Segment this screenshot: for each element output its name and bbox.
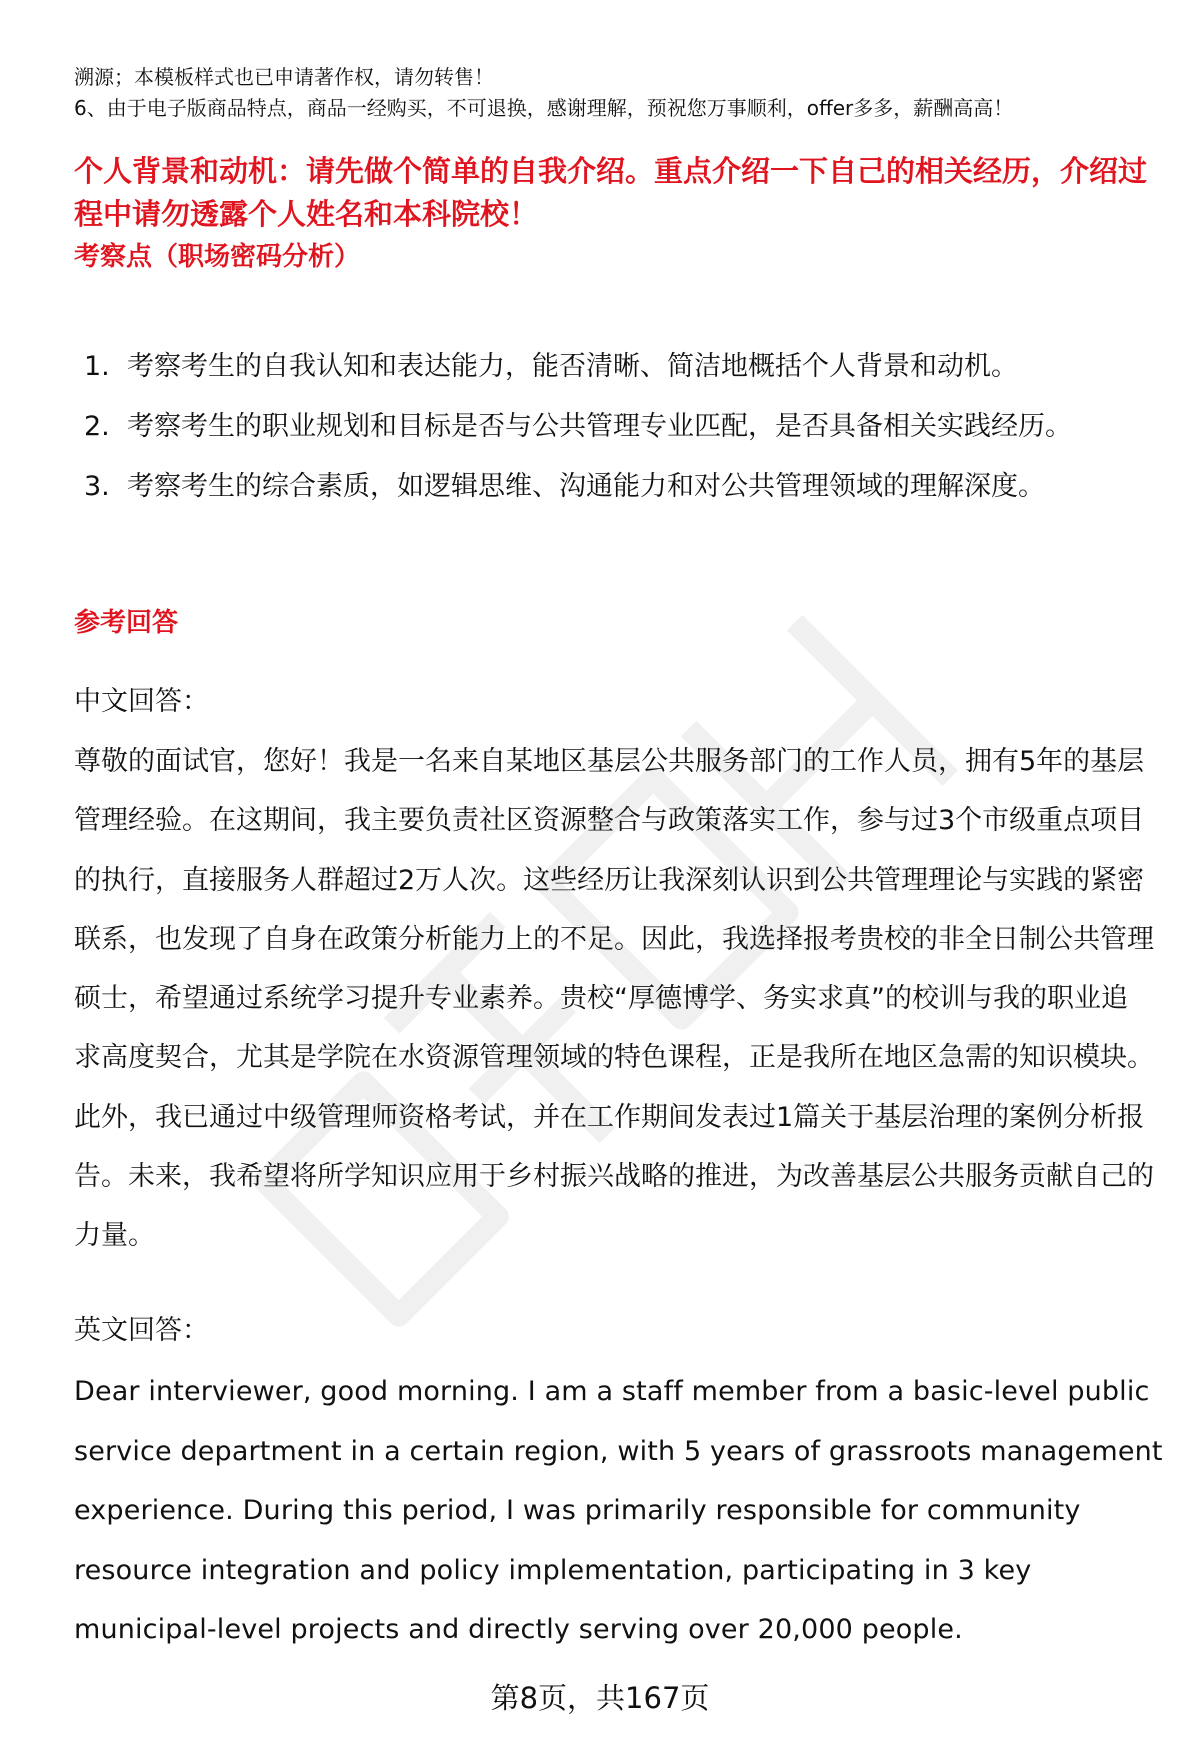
english-answer-label: 英文回答： bbox=[74, 1315, 209, 1346]
list-item bbox=[74, 397, 1154, 457]
list-item bbox=[74, 337, 1154, 397]
list-number: 3. bbox=[84, 471, 110, 502]
chinese-answer-text: 尊敬的面试官，您好！我是一名来自某地区基层公共服务部门的工作人员，拥有5年的基层管理经验。在这期间，我主要负责社区资源整合与政策落实工作，参与过3个市级重点项目的执行，直接服务人群超过2万人次。这些经历让我深刻认识到公共管理理论与实践的紧密联系，也发现了自身在政策分析能力上的不足。因此，我选择报考贵校的非全日制公共管理硕士，希望通过系统学习提升专业素养。贵校“厚德博学、务实求真”的校训与我的职业追求高度契合，尤其是学院在水资源管理领域的特色课程，正是我所在地区急需的知识模块。此外，我已通过中级管理师资格考试，并在工作期间发表过1篇关于基层治理的案例分析报告。未来，我希望将所学知识应用于乡村振兴战略的推进，为改善基层公共服务贡献自己的力量。 bbox=[74, 746, 1154, 1252]
list-text: 考察考生的职业规划和目标是否与公共管理专业匹配，是否具备相关实践经历。 bbox=[127, 411, 1072, 442]
list-text: 考察考生的综合素质，如逻辑思维、沟通能力和对公共管理领域的理解深度。 bbox=[127, 471, 1045, 502]
page-number: 第8页，共167页 bbox=[490, 1681, 710, 1715]
intro-line: 6、由于电子版商品特点，商品一经购买，不可退换，感谢理解，预祝您万事顺利，offer多多，薪酬高高！ bbox=[74, 96, 1014, 120]
list-item bbox=[74, 457, 1154, 517]
intro-notes bbox=[74, 62, 1154, 124]
english-answer-text: Dear interviewer, good morning. I am a staff member from a basic-level public service department in a certain region, with 5 years of grassroots management experience. During this period, I was primarily responsible for community resource integration and policy implementation, participating in 3 key municipal-level projects and directly serving over 20,000 people. bbox=[74, 1376, 1163, 1645]
assessment-list bbox=[74, 337, 1154, 517]
intro-line: 溯源；本模板样式也已申请著作权，请勿转售！ bbox=[74, 65, 494, 89]
list-number: 1. bbox=[84, 351, 110, 382]
assessment-heading: 考察点（职场密码分析） bbox=[74, 242, 361, 272]
question-heading: 个人背景和动机：请先做个简单的自我介绍。重点介绍一下自己的相关经历，介绍过程中请勿透露个人姓名和本科院校！ bbox=[74, 154, 1148, 231]
list-number: 2. bbox=[84, 411, 110, 442]
chinese-answer-label: 中文回答： bbox=[74, 686, 209, 717]
list-text: 考察考生的自我认知和表达能力，能否清晰、简洁地概括个人背景和动机。 bbox=[127, 351, 1018, 382]
reference-heading: 参考回答 bbox=[74, 608, 179, 638]
